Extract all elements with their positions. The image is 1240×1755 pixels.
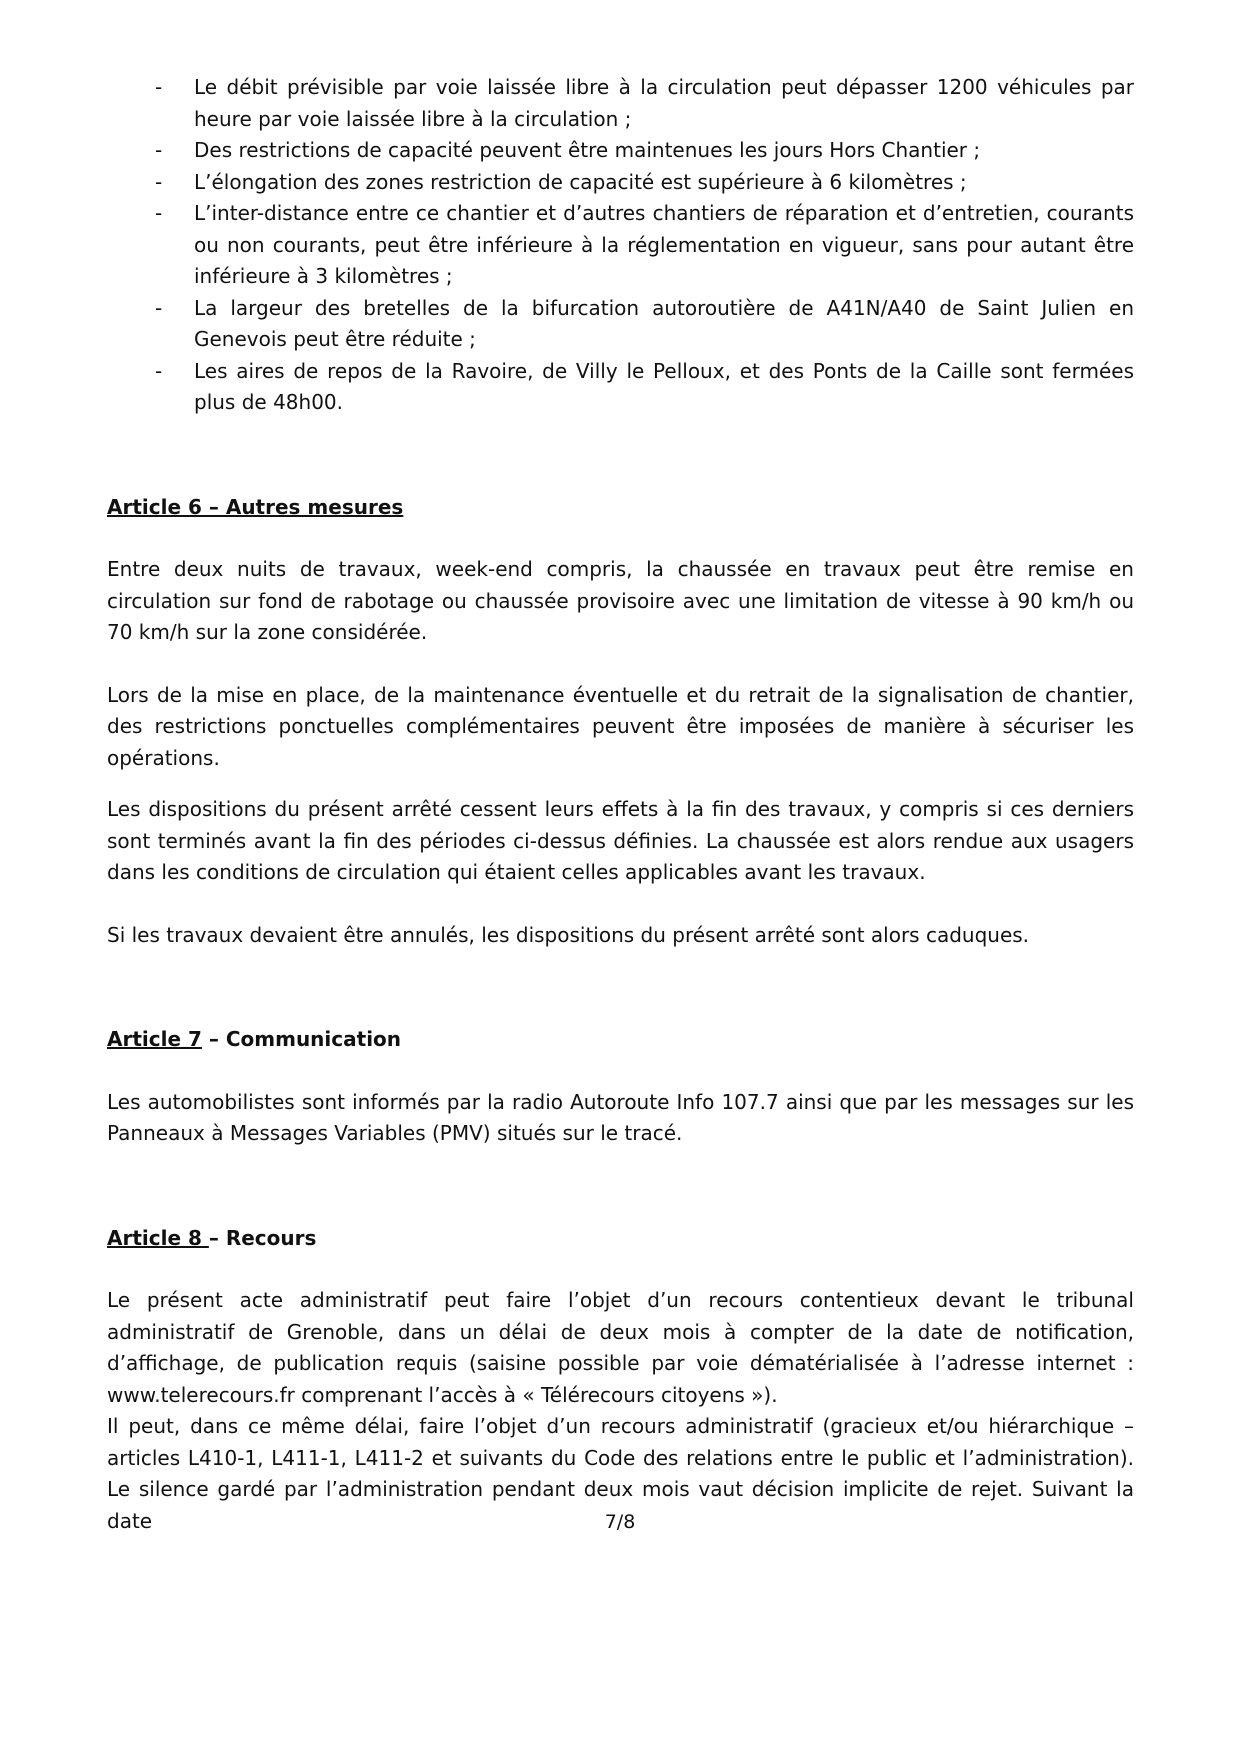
page-content [107, 72, 1134, 1537]
article-8-paragraph-2: Il peut, dans ce même délai, faire l’objet d’un recours administratif (gracieux et/ou hiérarchique – articles L410-1, L411-1, L411-2 et suivants du Code des relations entre le public et l’administration). Le silence gardé par l’administration pendant deux mois vaut décision implicite de rejet. Suivant la date [107, 1414, 1134, 1533]
page-number: 7/8 [604, 1511, 636, 1533]
dash-bullet: - [155, 138, 163, 162]
article-7-label: Article 7 [107, 1027, 202, 1051]
list-item-text: L’inter-distance entre ce chantier et d’autres chantiers de réparation et d’entretien, courants ou non courants, peut être inférieure à la réglementation en vigueur, sans pour autant être inférieure à 3 kilomètres ; [194, 201, 1134, 288]
article-8-paragraph-1: Le présent acte administratif peut faire l’objet d’un recours contentieux devant le tribunal administratif de Grenoble, dans un délai de deux mois à compter de la date de notification, d’affichage, de publication requis (saisine possible par voie dématérialisée à l’adresse internet : www.telerecours.fr comprenant l’accès à « Télérecours citoyens »). [107, 1288, 1134, 1407]
list-item [107, 198, 1134, 293]
list-item-text: La largeur des bretelles de la bifurcation autoroutière de A41N/A40 de Saint Julien en Genevois peut être réduite ; [194, 295, 1134, 351]
list-item-text: Le débit prévisible par voie laissée libre à la circulation peut dépasser 1200 véhicules par heure par voie laissée libre à la circulation ; [194, 75, 1134, 131]
article-6-heading: Article 6 – Autres mesures [107, 494, 404, 519]
article-8-label: Article 8 [107, 1225, 209, 1250]
article-8-heading [107, 1223, 1134, 1255]
list-item-text: Des restrictions de capacité peuvent être maintenues les jours Hors Chantier ; [194, 138, 981, 162]
dash-bullet: - [155, 169, 163, 194]
restrictions-list [107, 72, 1134, 419]
list-item [107, 72, 1134, 135]
article-8-title: – Recours [208, 1225, 317, 1250]
dash-bullet: - [155, 295, 163, 320]
article-7-heading [107, 1024, 1134, 1056]
article-6-paragraph-4: Si les travaux devaient être annulés, les dispositions du présent arrêté sont alors caduques. [107, 922, 1030, 947]
list-item [107, 356, 1134, 419]
dash-bullet: - [155, 75, 163, 99]
article-6-paragraph-2: Lors de la mise en place, de la maintenance éventuelle et du retrait de la signalisation de chantier, des restrictions ponctuelles complémentaires peuvent être imposées de manière à sécuriser les opérations. [107, 682, 1134, 770]
list-item [107, 293, 1134, 356]
article-7-paragraph-1: Les automobilistes sont informés par la radio Autoroute Info 107.7 ainsi que par les messages sur les Panneaux à Messages Variables (PMV) situés sur le tracé. [107, 1089, 1134, 1145]
dash-bullet: - [155, 358, 163, 383]
list-item [107, 135, 1134, 167]
article-6-paragraph-1: Entre deux nuits de travaux, week-end compris, la chaussée en travaux peut être remise en circulation sur fond de rabotage ou chaussée provisoire avec une limitation de vitesse à 90 km/h ou 70 km/h sur la zone considérée. [107, 557, 1134, 644]
article-6-paragraph-3: Les dispositions du présent arrêté cessent leurs effets à la fin des travaux, y compris si ces derniers sont terminés avant la fin des périodes ci-dessus définies. La chaussée est alors rendue aux usagers dans les conditions de circulation qui étaient celles applicables avant les travaux. [107, 797, 1134, 884]
dash-bullet: - [155, 201, 163, 225]
list-item-text: L’élongation des zones restriction de capacité est supérieure à 6 kilomètres ; [194, 169, 967, 194]
list-item-text: Les aires de repos de la Ravoire, de Villy le Pelloux, et des Ponts de la Caille sont fermées plus de 48h00. [194, 358, 1134, 414]
article-7-title: – Communication [201, 1027, 402, 1051]
list-item [107, 167, 1134, 199]
